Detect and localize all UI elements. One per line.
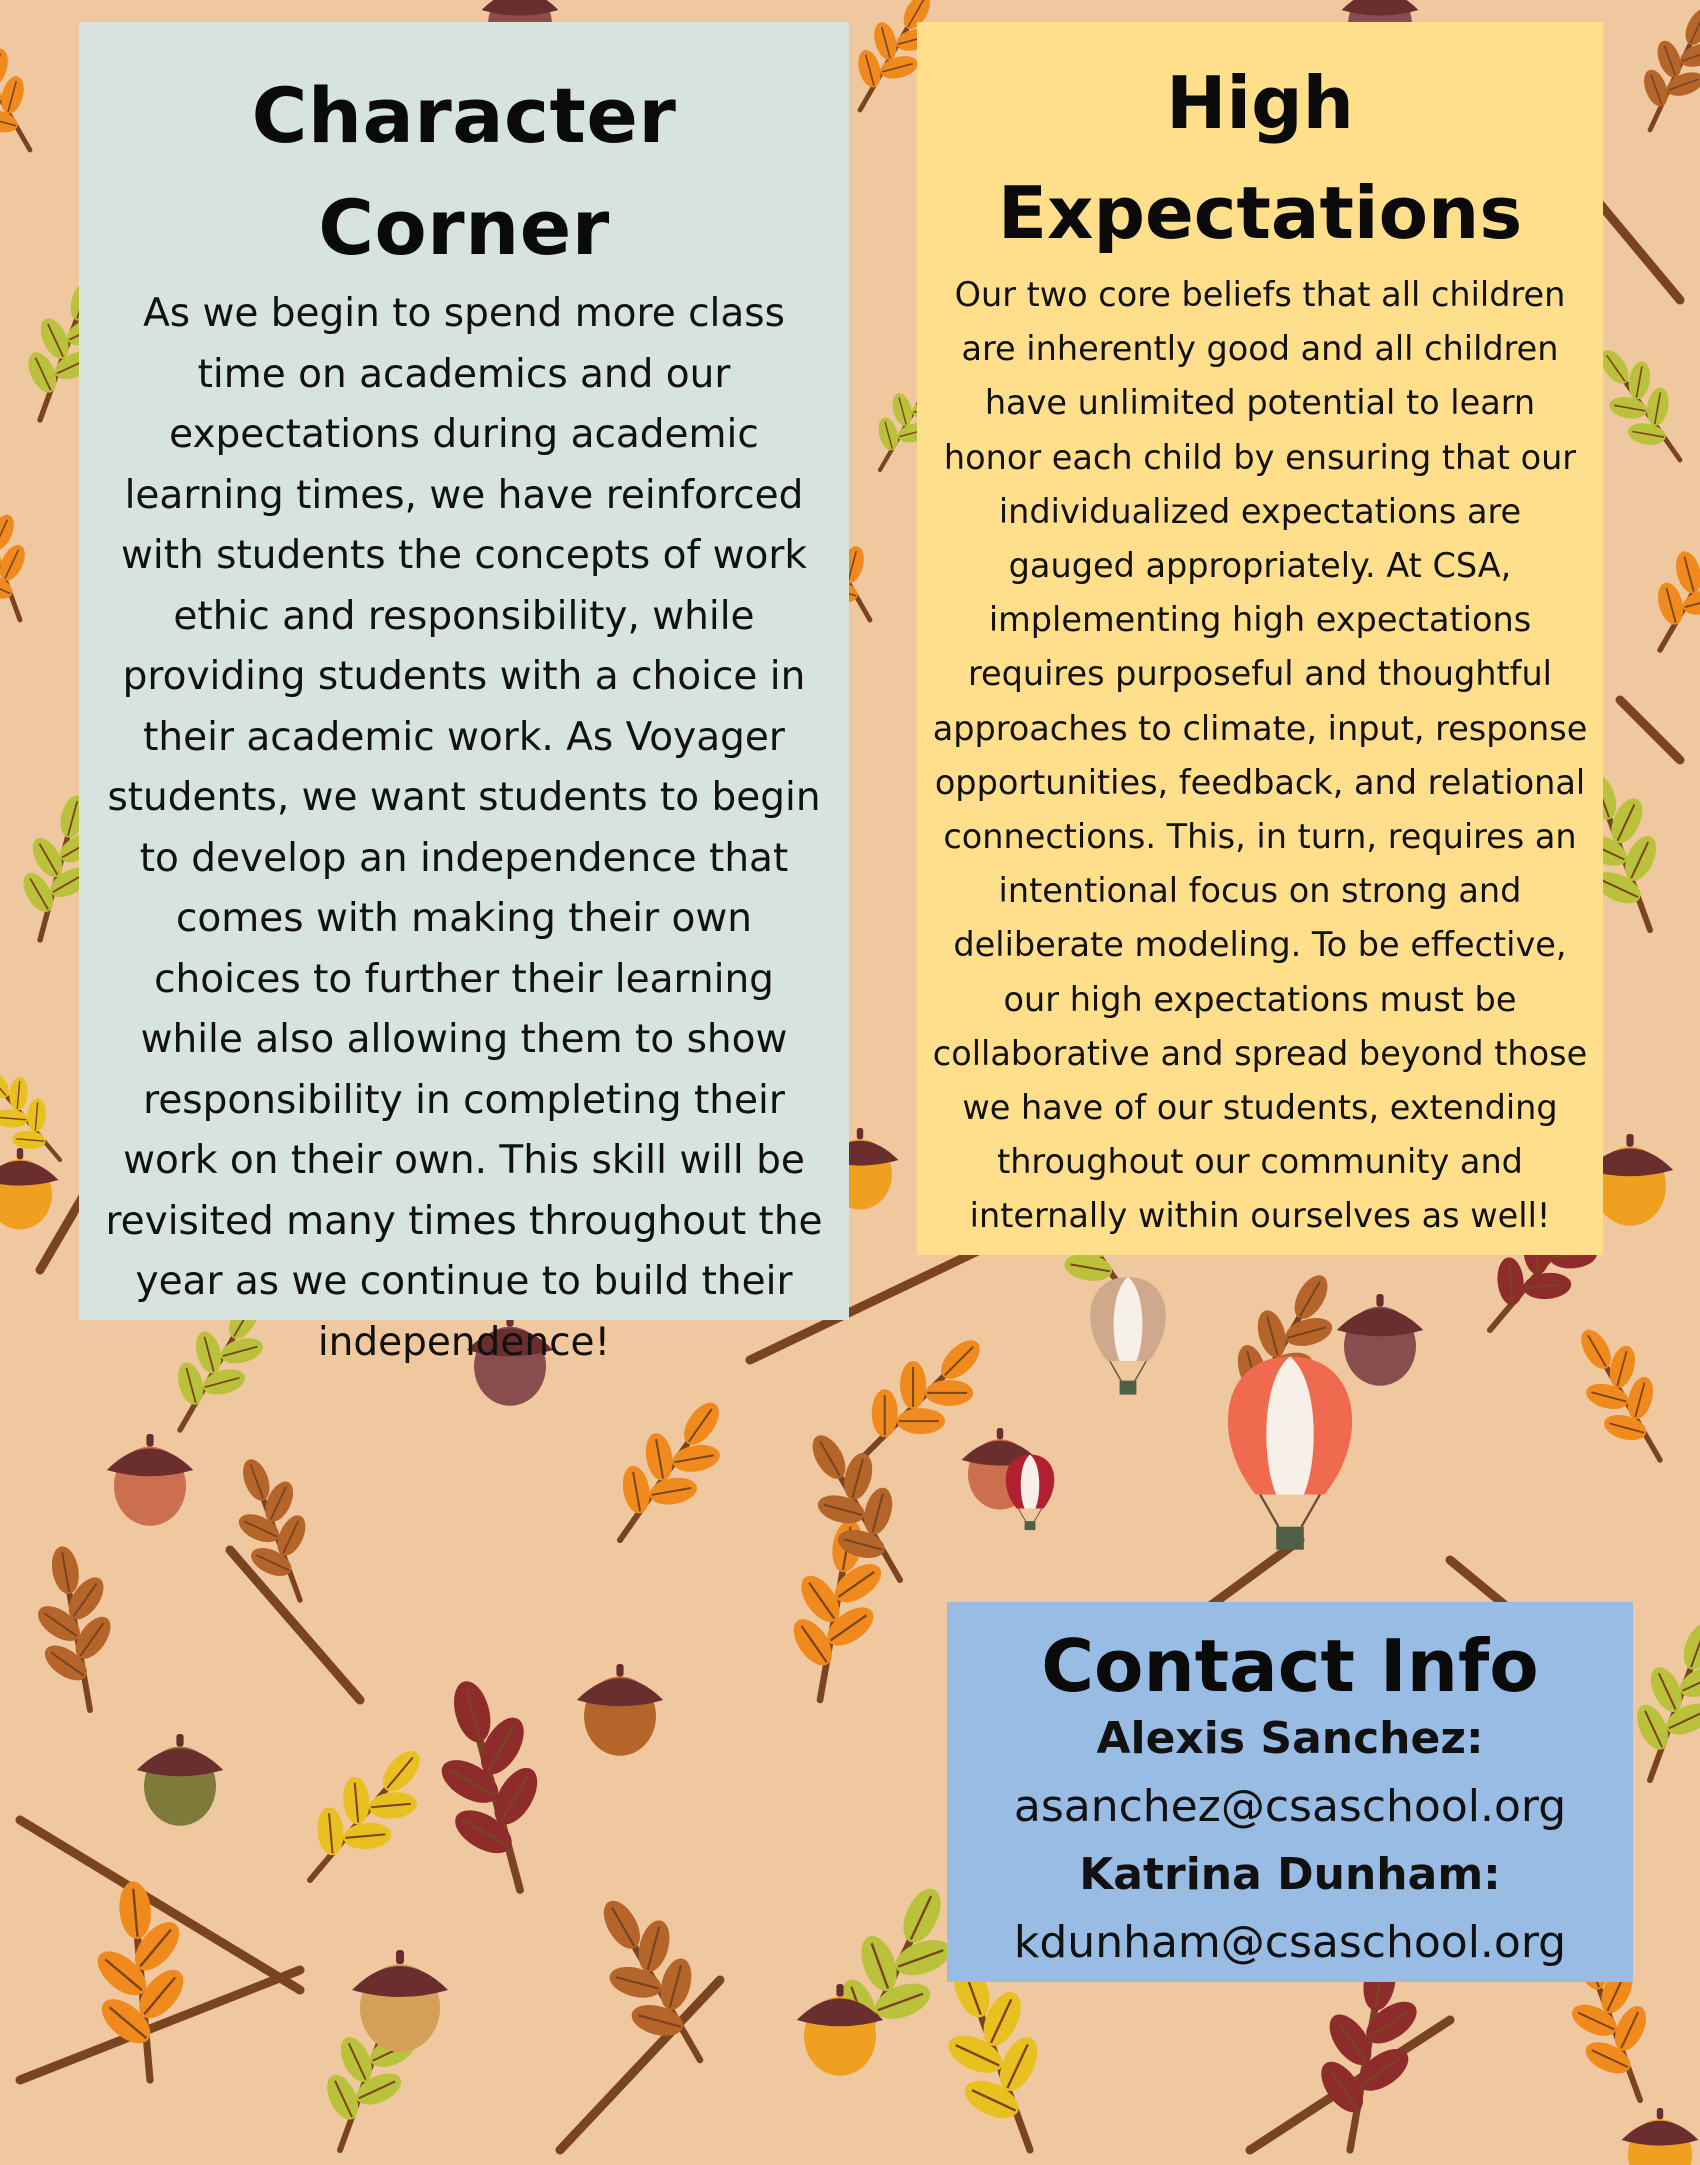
high-expectations-title-line1: High — [1166, 61, 1354, 145]
character-corner-title-line1: Character — [251, 71, 677, 160]
contact-email-alexis[interactable]: asanchez@csaschool.org — [1013, 1781, 1567, 1832]
character-corner-body: As we begin to spend more class time on academics and our expectations during academic learning times, we have reinforced with students the concepts of work ethic and responsibility, while providing students with a choice in their academic work. As Voyager students, we want students to begin to develop an independence that comes with making their own choices to further their learning while also allowing them to show responsibility in completing their work on their own. This skill will be revisited many times throughout the year as we continue to build their independence! — [105, 291, 823, 1365]
high-expectations-panel — [917, 22, 1603, 1255]
high-expectations-title-line2: Expectations — [997, 171, 1523, 255]
contact-info-panel — [947, 1602, 1633, 1982]
high-expectations-title — [931, 48, 1589, 268]
contact-info-title: Contact Info — [1041, 1624, 1539, 1708]
character-corner-title-line2: Corner — [318, 183, 610, 272]
contact-name-alexis: Alexis Sanchez: — [1096, 1713, 1484, 1764]
character-corner-title — [101, 60, 827, 284]
character-corner-panel — [79, 22, 849, 1365]
contact-email-katrina[interactable]: kdunham@csaschool.org — [1013, 1917, 1567, 1968]
high-expectations-body: Our two core beliefs that all children are inherently good and all children have unlimited potential to learn honor each child by ensuring that our individualized expectations are gauged appropriately. At CSA, implementing high expectations requires purposeful and thoughtful approaches to climate, input, response opportunities, feedback, and relational connections. This, in turn, requires an intentional focus on strong and deliberate modeling. To be effective, our high expectations must be collaborative and spread beyond those we have of our students, extending throughout our community and internally within ourselves as well! — [932, 275, 1588, 1236]
contact-name-katrina: Katrina Dunham: — [1079, 1849, 1501, 1900]
